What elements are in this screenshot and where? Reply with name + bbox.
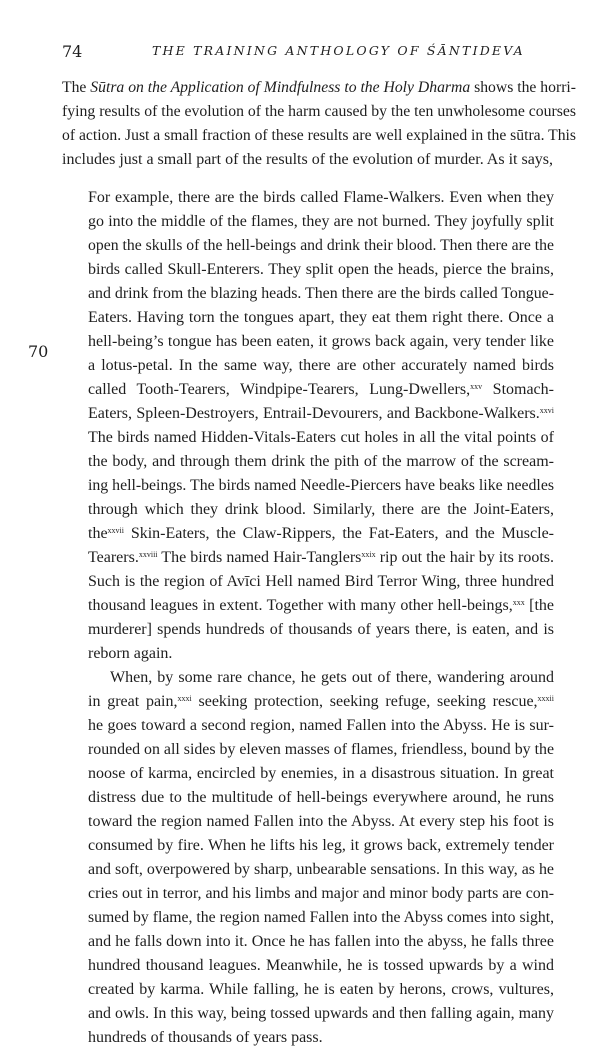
text-line: [88, 498, 554, 522]
text-run: toward the region named Fallen into the Abyss. At every step his foot is: [88, 813, 554, 830]
text-line: [88, 930, 554, 954]
text-run: [the: [524, 597, 554, 614]
page-number: 74: [62, 42, 83, 61]
text-line: [88, 954, 554, 978]
text-run: distress due to the multitude of hell-beings everywhere around, he runs: [88, 789, 554, 806]
text-run: fying results of the evolution of the harm caused by the ten unwholesome courses: [62, 103, 576, 120]
text-line: [88, 1002, 554, 1026]
text-run: noose of karma, encircled by enemies, in a disastrous situation. In great: [88, 765, 554, 782]
text-line: [88, 402, 554, 426]
margin-reference-number: 70: [28, 342, 49, 361]
text-run: of action. Just a small fraction of these results are well explained in the sūtra. This: [62, 127, 576, 144]
text-run: includes just a small part of the results of the evolution of murder. As it says,: [62, 151, 554, 168]
text-line: [88, 762, 554, 786]
text-line: [62, 76, 576, 100]
text-run: The birds named Hair-Tanglers: [157, 549, 362, 566]
text-run: the: [88, 525, 108, 542]
endnote-marker: xxvii: [107, 526, 124, 535]
text-run: he goes toward a second region, named Fallen into the Abyss. He is sur-: [88, 717, 554, 734]
text-line: [88, 906, 554, 930]
text-run: and drink from the blazing heads. Then there are the birds called Tongue-: [88, 285, 554, 302]
endnote-marker: xxxii: [537, 694, 554, 703]
text-line: [88, 474, 554, 498]
text-line: [88, 714, 554, 738]
text-line: [110, 666, 554, 690]
text-run: and he falls down into it. Once he has fallen into the abyss, he falls three: [88, 933, 554, 950]
text-run: Such is the region of Avīci Hell named Bird Terror Wing, three hundred: [88, 573, 554, 590]
text-line: [88, 786, 554, 810]
text-line: [88, 546, 554, 570]
text-run: seeking protection, seeking refuge, seeking rescue,: [191, 693, 538, 710]
text-line: [88, 834, 554, 858]
text-line: [88, 354, 554, 378]
text-line: [88, 282, 554, 306]
text-run: Tearers.: [88, 549, 139, 566]
text-run: rip out the hair by its roots.: [375, 549, 554, 566]
text-run: The: [62, 79, 91, 96]
text-run: sumed by flame, the region named Fallen into the Abyss comes into sight,: [88, 909, 554, 926]
text-line: [88, 306, 554, 330]
text-line: [88, 378, 554, 402]
text-run: murderer] spends hundreds of thousands of years there, is eaten, and is: [88, 621, 554, 638]
text-line: [88, 330, 554, 354]
text-line: [88, 642, 172, 666]
text-line: [88, 978, 554, 1002]
endnote-marker: xxv: [470, 382, 483, 391]
text-run: Eaters. Having torn the tongues apart, they eat them right there. Once a: [88, 309, 554, 326]
text-run: rounded on all sides by eleven masses of flames, friendless, bound by the: [88, 741, 554, 758]
text-run: thousand leagues in extent. Together with many other hell-beings,: [88, 597, 513, 614]
text-run: When, by some rare chance, he gets out of there, wandering around: [110, 669, 554, 686]
text-run: reborn again.: [88, 645, 173, 662]
text-line: [88, 618, 554, 642]
text-line: [62, 124, 576, 148]
text-run: and soft, overpowered by sharp, unbearable sensations. In this way, as he: [88, 861, 554, 878]
text-run: in great pain,: [88, 693, 178, 710]
text-run: birds called Skull-Enterers. They split open the heads, pierce the brains,: [88, 261, 554, 278]
text-run: The birds named Hidden-Vitals-Eaters cut holes in all the vital points of: [88, 429, 554, 446]
text-line: [88, 570, 554, 594]
text-run: and owls. In this way, being tossed upwards and then falling again, many: [88, 1005, 554, 1022]
text-line: [88, 186, 554, 210]
text-run: Eaters, Spleen-Destroyers, Entrail-Devourers, and Backbone-Walkers.: [88, 405, 540, 422]
text-line: [62, 148, 553, 172]
text-line: [88, 522, 554, 546]
text-line: [88, 450, 554, 474]
text-run: open the skulls of the hell-beings and drink their blood. Then there are the: [88, 237, 554, 254]
text-run: called Tooth-Tearers, Windpipe-Tearers, Lung-Dwellers,: [88, 381, 471, 398]
text-line: [88, 234, 554, 258]
text-line: [88, 690, 554, 714]
endnote-marker: xxix: [361, 550, 376, 559]
text-run: hundred thousand leagues. Meanwhile, he is tossed upwards by a wind: [88, 957, 554, 974]
italic-title: Sūtra on the Application of Mindfulness to the Holy Dharma: [90, 79, 471, 96]
text-line: [88, 594, 554, 618]
text-run: go into the middle of the flames, they are not burned. They joyfully split: [88, 213, 554, 230]
text-run: hundreds of thousands of years pass.: [88, 1029, 323, 1046]
running-head: THE TRAINING ANTHOLOGY OF ŚĀNTIDEVA: [152, 43, 525, 58]
text-line: [88, 258, 554, 282]
text-line: [88, 738, 554, 762]
text-run: Skin-Eaters, the Claw-Rippers, the Fat-Eaters, and the Muscle-: [124, 525, 554, 542]
text-line: [88, 1026, 323, 1050]
text-run: a lotus-petal. In the same way, there are other accurately named birds: [88, 357, 554, 374]
text-line: [62, 100, 576, 124]
text-line: [88, 810, 554, 834]
endnote-marker: xxvi: [539, 406, 554, 415]
endnote-marker: xxx: [512, 598, 525, 607]
text-run: shows the horri-: [470, 79, 576, 96]
text-run: ing hell-beings. The birds named Needle-Piercers have beaks like needles: [88, 477, 554, 494]
text-line: [88, 210, 554, 234]
text-run: Stomach-: [482, 381, 554, 398]
text-run: created by karma. While falling, he is eaten by herons, crows, vultures,: [88, 981, 554, 998]
text-run: cries out in terror, and his limbs and major and minor body parts are con-: [88, 885, 554, 902]
text-line: [88, 858, 554, 882]
endnote-marker: xxxi: [177, 694, 192, 703]
text-run: consumed by fire. When he lifts his leg, it grows back, extremely tender: [88, 837, 554, 854]
text-run: For example, there are the birds called Flame-Walkers. Even when they: [88, 189, 554, 206]
text-run: through which they drink blood. Similarly, there are the Joint-Eaters,: [88, 501, 554, 518]
text-run: the body, and through them drink the pith of the marrow of the scream-: [88, 453, 554, 470]
text-line: [88, 426, 554, 450]
text-line: [88, 882, 554, 906]
endnote-marker: xxviii: [138, 550, 158, 559]
text-run: hell-being’s tongue has been eaten, it grows back again, very tender like: [88, 333, 554, 350]
